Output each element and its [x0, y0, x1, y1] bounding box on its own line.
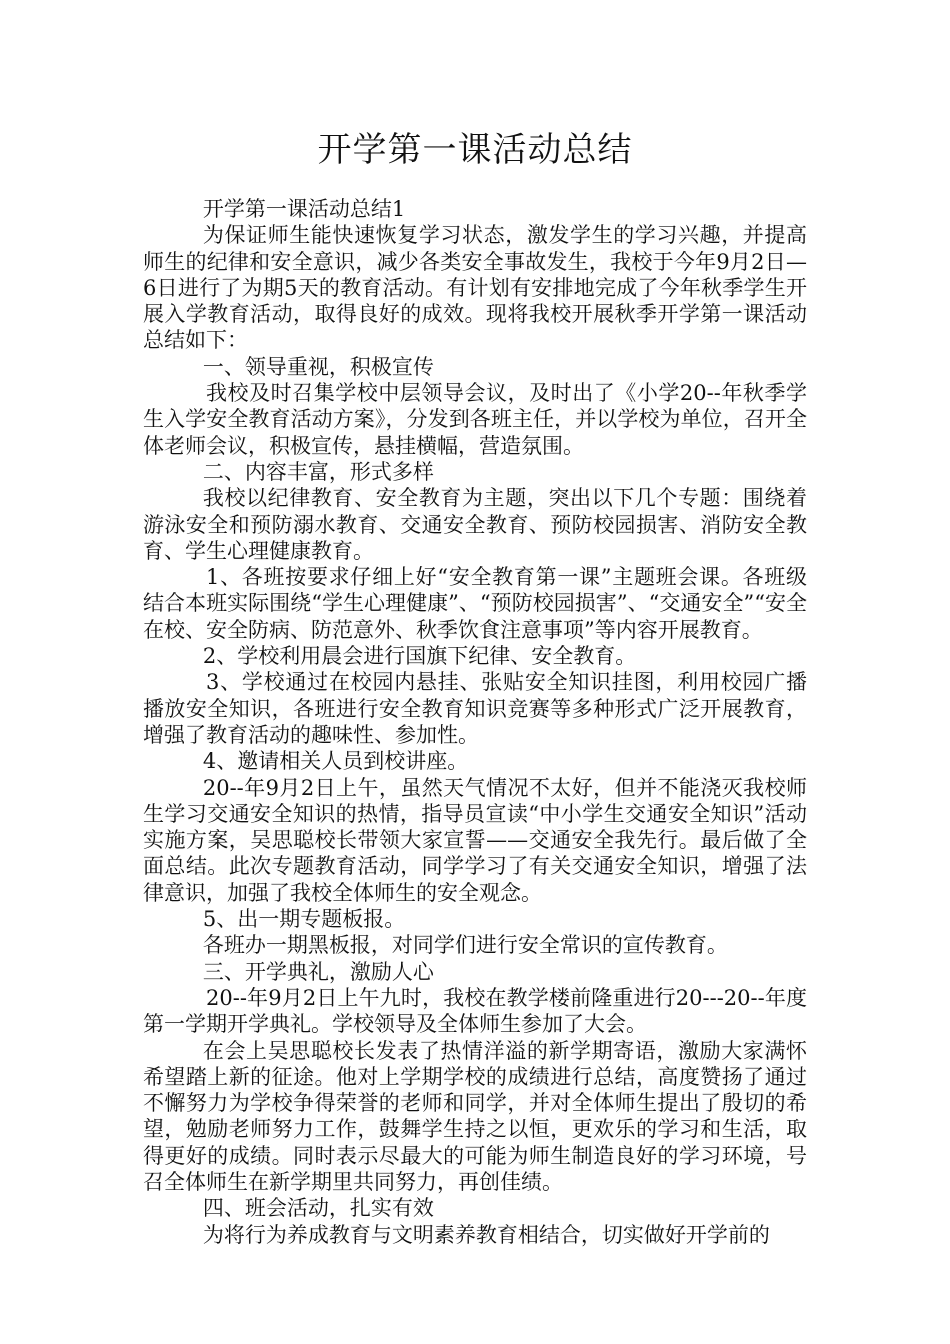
- paragraph: 我校以纪律教育、安全教育为主题，突出以下几个专题：围绕着游泳安全和预防溺水教育、交通安全教育、预防校园损害、消防安全教育、学生心理健康教育。: [143, 486, 807, 563]
- paragraph: 为将行为养成教育与文明素养教育相结合，切实做好开学前的: [202, 1222, 770, 1247]
- paragraph-subtitle: 开学第一课活动总结1: [202, 197, 406, 221]
- document-title: 开学第一课活动总结: [317, 130, 633, 170]
- paragraph: 20--年9月2日上午九时，我校在教学楼前隆重进行20---20--年度第一学期开学典礼。学校领导及全体师生参加了大会。: [143, 985, 807, 1037]
- list-item: 2、学校利用晨会进行国旗下纪律、安全教育。: [202, 644, 637, 669]
- list-item: 1、各班按要求仔细上好“安全教育第一课”主题班会课。各班级结合本班实际围绕“学生心理健康”、“预防校园损害”、“交通安全”“安全在校、安全防病、防范意外、秋季饮食注意事项”等内容开展教育。: [143, 565, 807, 642]
- list-item: 3、学校通过在校园内悬挂、张贴安全知识挂图，利用校园广播播放安全知识，各班进行安全教育知识竞赛等多种形式广泛开展教育，增强了教育活动的趣味性、参加性。: [143, 670, 807, 747]
- section-heading-3: 三、开学典礼，激励人心: [202, 959, 434, 984]
- paragraph: 20--年9月2日上午，虽然天气情况不太好，但并不能浇灭我校师生学习交通安全知识的热情，指导员宣读“中小学生交通安全知识”活动实施方案，吴思聪校长带领大家宣誓——交通安全我先行。最后做了全面总结。此次专题教育活动，同学学习了有关交通安全知识，增强了法律意识，加强了我校全体师生的安全观念。: [143, 775, 807, 905]
- section-heading-4: 四、班会活动，扎实有效: [202, 1196, 434, 1221]
- paragraph-intro: 为保证师生能快速恢复学习状态，激发学生的学习兴趣，并提高师生的纪律和安全意识，减少各类安全事故发生，我校于今年9月2日—6日进行了为期5天的教育活动。有计划有安排地完成了今年秋季学生开展入学教育活动，取得良好的成效。现将我校开展秋季开学第一课活动总结如下：: [143, 223, 807, 353]
- paragraph: 我校及时召集学校中层领导会议，及时出了《小学20--年秋季学生入学安全教育活动方案》，分发到各班主任，并以学校为单位，召开全体老师会议，积极宣传，悬挂横幅，营造氛围。: [143, 381, 807, 458]
- list-item: 5、出一期专题板报。: [202, 907, 406, 932]
- section-heading-2: 二、内容丰富，形式多样: [202, 459, 434, 484]
- section-heading-1: 一、领导重视，积极宣传: [202, 354, 434, 379]
- document-body: [143, 196, 807, 1248]
- paragraph: 在会上吴思聪校长发表了热情洋溢的新学期寄语，激励大家满怀希望踏上新的征途。他对上学期学校的成绩进行总结，高度赞扬了通过不懈努力为学校争得荣誉的老师和同学，并对全体师生提出了殷切的希望，勉励老师努力工作，鼓舞学生持之以恒，更欢乐的学习和生活，取得更好的成绩。同时表示尽最大的可能为师生制造良好的学习环境，号召全体师生在新学期里共同努力，再创佳绩。: [143, 1038, 807, 1194]
- list-item: 4、邀请相关人员到校讲座。: [202, 749, 469, 774]
- paragraph: 各班办一期黑板报，对同学们进行安全常识的宣传教育。: [202, 933, 728, 958]
